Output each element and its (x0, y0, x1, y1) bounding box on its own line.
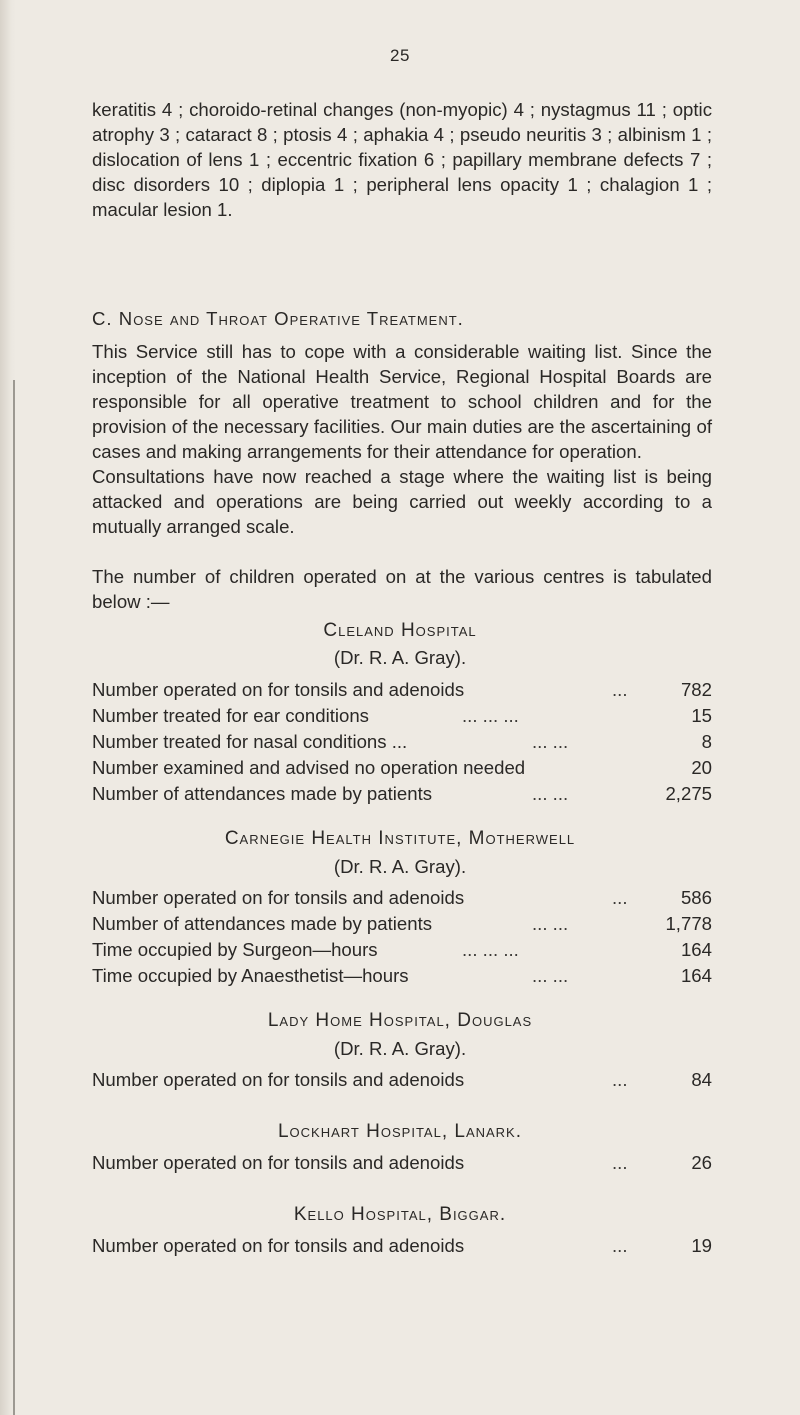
row-label: Time occupied by Anaesthetist—hours (92, 965, 409, 986)
row-label: Number operated on for tonsils and adenoids (92, 679, 465, 700)
table-row (92, 1235, 712, 1261)
row-label: Number operated on for tonsils and adenoids (92, 1235, 465, 1256)
hospital-doctor-carnegie: (Dr. R. A. Gray). (333, 856, 467, 877)
row-value: 2,275 (665, 783, 712, 804)
paragraph-tabulated: The number of children operated on at the various centres is tabulated below :— (92, 566, 712, 612)
table-row (92, 1069, 712, 1095)
row-leader-dots: ... ... ... (462, 939, 519, 960)
hospital-title-carnegie: Carnegie Health Institute, Motherwell (224, 828, 576, 849)
row-value: 84 (691, 1069, 712, 1090)
table-row (92, 679, 712, 705)
page-spine-line (13, 380, 15, 1415)
row-value: 19 (691, 1235, 712, 1256)
row-value: 20 (691, 757, 712, 778)
hospital-title-lady-home: Lady Home Hospital, Douglas (267, 1010, 533, 1031)
row-leader-dots: ... (612, 679, 628, 700)
section-title: Nose and Throat Operative Treatment. (118, 308, 464, 329)
hospital-title-kello: Kello Hospital, Biggar. (293, 1204, 507, 1225)
table-row (92, 705, 712, 731)
table-row (92, 783, 712, 809)
row-value: 586 (680, 887, 712, 908)
row-leader-dots: ... (612, 1152, 628, 1173)
row-label: Number of attendances made by patients (92, 783, 433, 804)
row-label: Number examined and advised no operation needed (92, 757, 526, 778)
section-letter: C. (92, 308, 113, 329)
table-row (92, 913, 712, 939)
hospital-doctor-cleland: (Dr. R. A. Gray). (333, 647, 467, 668)
row-leader-dots: ... ... (532, 965, 569, 986)
table-row (92, 757, 712, 783)
row-label: Number operated on for tonsils and adenoids (92, 1152, 465, 1173)
page-number: 25 (390, 46, 410, 65)
row-value: 164 (680, 939, 712, 960)
row-value: 1,778 (665, 913, 712, 934)
row-label: Number treated for ear conditions (92, 705, 369, 726)
table-row (92, 965, 712, 991)
table-row (92, 887, 712, 913)
row-leader-dots: ... ... (532, 913, 569, 934)
paragraph-consultations: Consultations have now reached a stage where the waiting list is being attacked and operations are being carried out weekly according to a mutually arranged scale. (92, 466, 712, 537)
row-value: 164 (680, 965, 712, 986)
section-heading (92, 308, 464, 330)
table-row (92, 939, 712, 965)
row-leader-dots: ... (612, 1235, 628, 1256)
row-value: 8 (701, 731, 712, 752)
row-label: Number of attendances made by patients (92, 913, 433, 934)
row-leader-dots: ... ... (532, 783, 569, 804)
row-leader-dots: ... (612, 1069, 628, 1090)
paragraph-waiting-list: This Service still has to cope with a considerable waiting list. Since the inception of the National Health Service, Regional Hospital Boards are responsible for all operative treatment to school children and for the provision of the necessary facilities. Our main duties are the ascertaining of cases and making arrangements for their attendance for operation. (92, 341, 712, 462)
table-row (92, 731, 712, 757)
row-label: Number treated for nasal conditions ... (92, 731, 408, 752)
row-label: Time occupied by Surgeon—hours (92, 939, 378, 960)
hospital-title-cleland: Cleland Hospital (323, 620, 477, 641)
row-leader-dots: ... ... (532, 731, 569, 752)
row-label: Number operated on for tonsils and adenoids (92, 1069, 465, 1090)
table-row (92, 1152, 712, 1178)
intro-paragraph: keratitis 4 ; choroido-retinal changes (non-myopic) 4 ; nystagmus 11 ; optic atrophy 3 ; cataract 8 ; ptosis 4 ; aphakia 4 ; pseudo neuritis 3 ; albinism 1 ; dislocation of lens 1 ; eccentric fixation 6 ; papillary membrane defects 7 ; disc disorders 10 ; diplopia 1 ; peripheral lens opacity 1 ; chalagion 1 ; macular lesion 1. (92, 99, 712, 220)
row-value: 782 (680, 679, 712, 700)
hospital-doctor-lady-home: (Dr. R. A. Gray). (333, 1038, 467, 1059)
row-label: Number operated on for tonsils and adenoids (92, 887, 465, 908)
hospital-title-lockhart: Lockhart Hospital, Lanark. (277, 1121, 523, 1142)
row-leader-dots: ... (612, 887, 628, 908)
row-value: 15 (691, 705, 712, 726)
row-value: 26 (691, 1152, 712, 1173)
row-leader-dots: ... ... ... (462, 705, 519, 726)
